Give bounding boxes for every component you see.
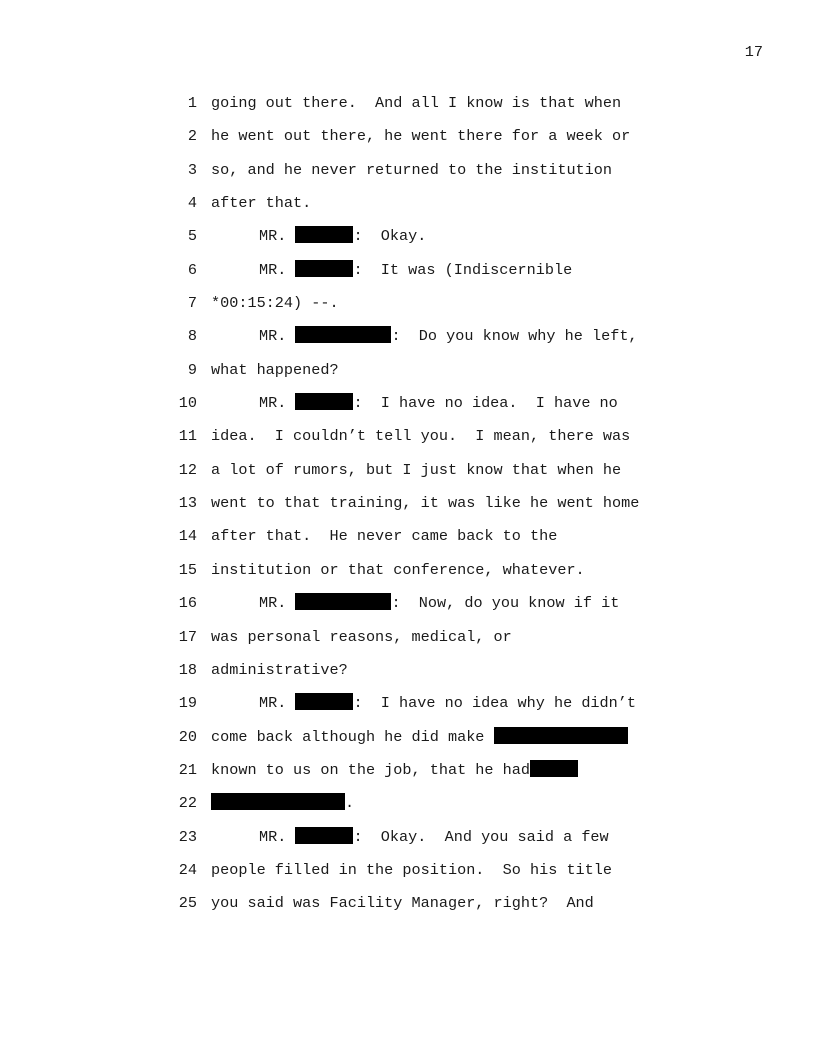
line-number: 22 bbox=[178, 794, 197, 813]
transcript-body bbox=[0, 91, 816, 925]
line-number: 18 bbox=[178, 660, 197, 679]
line-text: what happened? bbox=[211, 360, 339, 379]
line-text: going out there. And all I know is that when bbox=[211, 94, 622, 112]
speaker-line bbox=[211, 825, 609, 849]
line-text: after that. He never came back to the bbox=[211, 527, 558, 546]
transcript-line bbox=[0, 691, 816, 724]
transcript-line bbox=[0, 791, 816, 824]
transcript-line bbox=[0, 591, 816, 624]
transcript-line bbox=[0, 858, 816, 891]
line-number: 23 bbox=[178, 827, 197, 846]
line-text: come back although he did make bbox=[211, 727, 494, 746]
transcript-line bbox=[0, 291, 816, 324]
line-text: : It was (Indiscernible bbox=[353, 260, 573, 279]
redaction-bar bbox=[295, 260, 353, 277]
line-number: 19 bbox=[178, 694, 197, 713]
line-text: . bbox=[345, 794, 355, 813]
transcript-line bbox=[0, 191, 816, 224]
line-text: : I have no idea why he didn’t bbox=[353, 694, 637, 713]
line-text: : Do you know why he left, bbox=[391, 327, 638, 346]
speaker-line bbox=[211, 591, 619, 615]
redaction-bar bbox=[530, 760, 578, 777]
line-number: 9 bbox=[187, 360, 197, 379]
line-text: people filled in the position. So his title bbox=[211, 860, 613, 879]
line-number: 4 bbox=[187, 194, 197, 213]
transcript-line bbox=[0, 424, 816, 457]
transcript-line bbox=[0, 491, 816, 524]
transcript-line bbox=[0, 825, 816, 858]
line-number: 25 bbox=[178, 894, 197, 913]
redaction-bar bbox=[295, 226, 353, 243]
transcript-line bbox=[0, 91, 816, 124]
redaction-bar bbox=[295, 393, 353, 410]
line-number: 7 bbox=[187, 294, 197, 313]
line-number: 24 bbox=[178, 860, 197, 879]
line-text: : Okay. And you said a few bbox=[353, 827, 609, 846]
transcript-line bbox=[0, 324, 816, 357]
line-text: idea. I couldn’t tell you. I mean, there was bbox=[211, 427, 631, 446]
speaker-prefix: MR. bbox=[259, 327, 296, 346]
line-text: : Now, do you know if it bbox=[391, 594, 620, 613]
redaction-bar bbox=[295, 693, 353, 710]
page-number: 17 bbox=[744, 43, 763, 61]
transcript-line bbox=[0, 658, 816, 691]
transcript-line bbox=[0, 558, 816, 591]
line-number: 21 bbox=[178, 760, 197, 779]
redaction-bar bbox=[295, 593, 391, 610]
line-number: 15 bbox=[178, 560, 197, 579]
line-text: *00:15:24) --. bbox=[211, 294, 339, 313]
line-text: : I have no idea. I have no bbox=[353, 394, 618, 413]
transcript-line bbox=[0, 725, 816, 758]
line-text: after that. bbox=[211, 194, 312, 213]
line-number: 13 bbox=[178, 494, 197, 513]
speaker-line bbox=[211, 691, 636, 715]
line-number: 12 bbox=[178, 460, 197, 479]
transcript-line bbox=[0, 358, 816, 391]
transcript-line bbox=[0, 258, 816, 291]
speaker-prefix: MR. bbox=[259, 227, 296, 246]
speaker-line bbox=[211, 224, 426, 248]
speaker-line bbox=[211, 324, 638, 348]
transcript-line bbox=[0, 625, 816, 658]
redaction-bar bbox=[494, 727, 628, 744]
line-number: 11 bbox=[178, 427, 197, 446]
redaction-bar bbox=[295, 827, 353, 844]
transcript-line bbox=[0, 158, 816, 191]
speaker-prefix: MR. bbox=[259, 394, 296, 413]
line-with-redaction bbox=[211, 725, 628, 749]
line-text: a lot of rumors, but I just know that when he bbox=[211, 460, 622, 479]
transcript-line bbox=[0, 524, 816, 557]
line-number: 10 bbox=[178, 394, 197, 413]
speaker-line bbox=[211, 391, 618, 415]
line-text: known to us on the job, that he had bbox=[211, 760, 530, 779]
transcript-line bbox=[0, 124, 816, 157]
transcript-line bbox=[0, 224, 816, 257]
line-text: went to that training, it was like he went home bbox=[211, 494, 640, 513]
speaker-prefix: MR. bbox=[259, 694, 296, 713]
transcript-line bbox=[0, 758, 816, 791]
transcript-line bbox=[0, 891, 816, 924]
line-number: 16 bbox=[178, 594, 197, 613]
line-text: administrative? bbox=[211, 660, 348, 679]
line-number: 5 bbox=[187, 227, 197, 246]
redaction-bar bbox=[295, 326, 391, 343]
line-text: you said was Facility Manager, right? And bbox=[211, 894, 594, 913]
line-number: 14 bbox=[178, 527, 197, 546]
line-text: so, and he never returned to the institution bbox=[211, 160, 613, 179]
speaker-prefix: MR. bbox=[259, 594, 296, 613]
line-text: was personal reasons, medical, or bbox=[211, 627, 512, 646]
speaker-prefix: MR. bbox=[259, 827, 296, 846]
line-number: 6 bbox=[187, 260, 197, 279]
line-number: 3 bbox=[187, 160, 197, 179]
line-number: 1 bbox=[187, 94, 197, 112]
line-text: institution or that conference, whatever. bbox=[211, 560, 585, 579]
speaker-line bbox=[211, 258, 572, 282]
speaker-prefix: MR. bbox=[259, 260, 296, 279]
transcript-line bbox=[0, 458, 816, 491]
line-number: 8 bbox=[187, 327, 197, 346]
line-number: 17 bbox=[178, 627, 197, 646]
transcript-line bbox=[0, 391, 816, 424]
line-text: : Okay. bbox=[353, 227, 427, 246]
line-text: he went out there, he went there for a week or bbox=[211, 127, 631, 146]
line-with-redaction bbox=[211, 791, 354, 815]
redaction-bar bbox=[211, 793, 345, 810]
line-number: 20 bbox=[178, 727, 197, 746]
line-number: 2 bbox=[187, 127, 197, 146]
line-with-redaction bbox=[211, 758, 578, 782]
